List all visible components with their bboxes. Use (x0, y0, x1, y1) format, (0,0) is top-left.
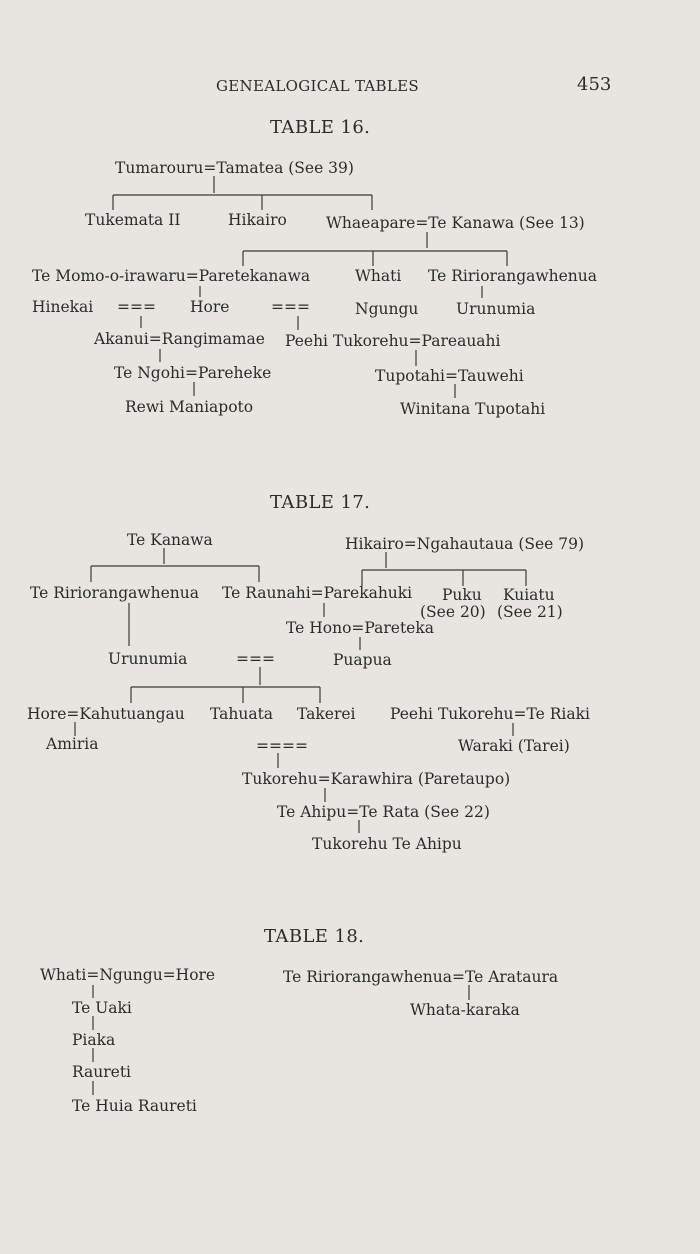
genealogy-entry: Whati=Ngungu=Hore (40, 966, 216, 984)
genealogy-entry: Te Ngohi=Pareheke (114, 364, 272, 382)
genealogy-entry: Hore=Kahutuangau (27, 705, 185, 723)
genealogy-entry: Piaka (72, 1031, 116, 1049)
genealogy-entry: Urunumia (456, 300, 536, 318)
marriage-link: === (271, 298, 310, 316)
genealogy-entry: Te Huia Raureti (72, 1097, 197, 1115)
genealogy-entry: Peehi Tukorehu=Pareauahi (285, 332, 501, 350)
genealogy-entry: Rewi Maniapoto (125, 398, 254, 416)
genealogy-entry: Hikairo=Ngahautaua (See 79) (345, 535, 585, 553)
genealogy-entry: Te Ahipu=Te Rata (See 22) (277, 803, 490, 821)
genealogy-entry: Te Uaki (72, 999, 132, 1017)
genealogy-entry: Hikairo (228, 211, 287, 229)
genealogy-entry: Ngungu (355, 300, 419, 318)
page-number: 453 (577, 74, 612, 95)
genealogy-entry: Puapua (333, 651, 392, 669)
marriage-link: === (117, 298, 156, 316)
genealogy-entry: Waraki (Tarei) (458, 737, 570, 755)
genealogy-entry: Te Ririorangawhenua=Te Arataura (283, 968, 559, 986)
genealogy-entry: Te Ririorangawhenua (428, 267, 597, 285)
genealogy-entry: Tumarouru=Tamatea (See 39) (115, 159, 354, 177)
genealogy-entry: Amiria (46, 735, 99, 753)
genealogy-entry: Hinekai (32, 298, 94, 316)
genealogy-entry: Raureti (72, 1063, 132, 1081)
genealogy-entry: Tahuata (210, 705, 274, 723)
marriage-link: ==== (256, 737, 308, 755)
genealogy-entry: Hore (190, 298, 230, 316)
genealogy-entry: Tukorehu Te Ahipu (312, 835, 462, 853)
genealogy-entry: Tukemata II (85, 211, 181, 229)
genealogy-reference: (See 20) (420, 603, 486, 621)
genealogy-entry: Urunumia (108, 650, 188, 668)
table-18-title: TABLE 18. (264, 926, 365, 947)
genealogy-reference: (See 21) (497, 603, 563, 621)
genealogy-entry: Te Kanawa (127, 531, 213, 549)
genealogy-entry: Te Ririorangawhenua (30, 584, 199, 602)
genealogy-entry: Whati (355, 267, 402, 285)
genealogy-entry: Tukorehu=Karawhira (Paretaupo) (242, 770, 511, 788)
genealogy-entry: Te Raunahi=Parekahuki (222, 584, 413, 602)
table-17-title: TABLE 17. (270, 492, 371, 513)
genealogy-entry: Kuiatu (503, 586, 555, 604)
genealogy-entry: Puku (442, 586, 482, 604)
genealogy-entry: Te Hono=Pareteka (286, 619, 434, 637)
genealogy-entry: Tupotahi=Tauwehi (375, 367, 524, 385)
marriage-link: === (236, 650, 275, 668)
genealogy-entry: Takerei (297, 705, 356, 723)
genealogy-entry: Whata-karaka (410, 1001, 520, 1019)
running-header: GENEALOGICAL TABLES (216, 77, 419, 95)
genealogy-entry: Te Momo-o-irawaru=Paretekanawa (32, 267, 311, 285)
genealogy-entry: Winitana Tupotahi (400, 400, 546, 418)
table-16-title: TABLE 16. (270, 117, 371, 138)
genealogy-entry: Akanui=Rangimamae (94, 330, 265, 348)
genealogy-entry: Whaeapare=Te Kanawa (See 13) (326, 214, 585, 232)
genealogy-entry: Peehi Tukorehu=Te Riaki (390, 705, 590, 723)
